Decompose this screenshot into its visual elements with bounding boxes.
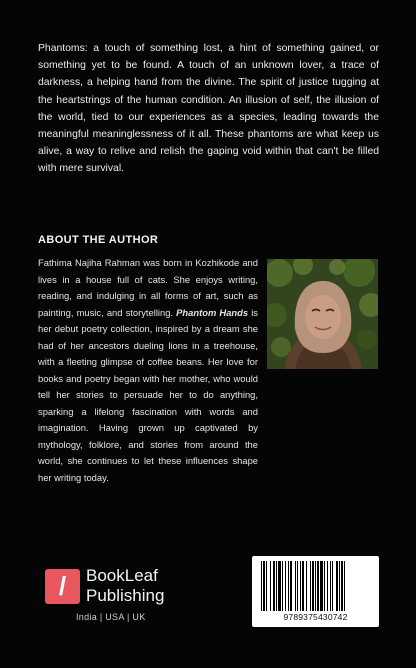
logo-slash: / <box>58 571 67 601</box>
publisher-regions: India | USA | UK <box>76 612 146 622</box>
isbn-barcode <box>252 556 379 627</box>
publisher-name-line2: Publishing <box>86 586 165 605</box>
publisher-name-line1: BookLeaf <box>86 566 158 585</box>
publisher-logo-icon <box>45 569 80 604</box>
author-photo <box>267 259 378 369</box>
author-bio <box>38 255 258 486</box>
back-cover-blurb: Phantoms: a touch of something lost, a hint of something gained, or something yet to be found. A touch of an unknown lover, a trace of darkness, a helping hand from the divine. The spirit of justice tugging at the heartstrings of the human condition. An illusion of self, the illusion of the world, tied to our experiences as a species, leading towards the meaningful meaninglessness of it all. These phantoms are what keep us alive, a way to relive and relish the gaping void within that can't be filled with mere survival. <box>38 43 379 175</box>
isbn-number: 9789375430742 <box>283 612 348 622</box>
author-photo-image <box>267 259 378 369</box>
bio-text-end: is her debut poetry collection, inspired by a dream she had of her ancestors dueling lions in a treehouse, with a fleeting glimpse of coffee beans. Her love for books and poetry began with her mother, who would tell her stories to persuade her to do anything, sparking a lifelong fascination with words and imagination. Having grown up captivated by mythology, folklore, and stories from around the world, she continues to let these influences shape her writing today. <box>38 306 258 483</box>
book-title: Phantom Hands <box>176 306 249 318</box>
barcode-bars-icon <box>259 561 372 611</box>
bio-text-start: Fathima Najiha Rahman was born in Kozhikode and lives in a house full of cats. She enjoys writing, reading, and indulging in all forms of art, such as painting, music, and storytelling. <box>38 257 258 318</box>
about-author-heading: ABOUT THE AUTHOR <box>38 234 159 246</box>
